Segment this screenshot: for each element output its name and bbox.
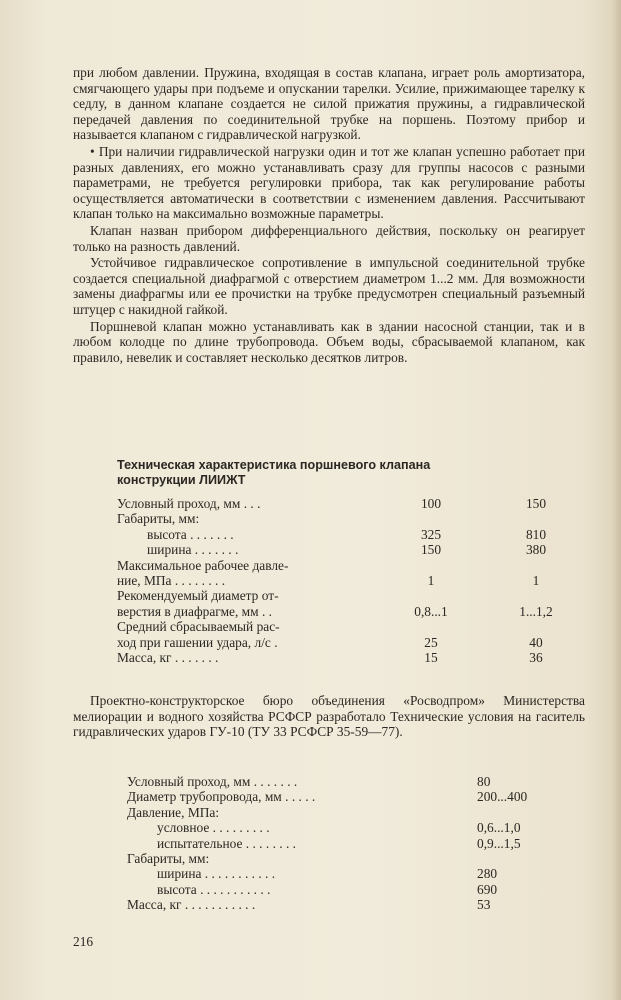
spec-value-1: 15	[424, 650, 438, 666]
spec-label: Давление, МПа:	[127, 804, 220, 820]
spec-value-2: 1	[532, 573, 540, 589]
table-row	[127, 805, 577, 820]
spec-label: ход при гашении удара, л/с .	[117, 634, 278, 650]
spec-value-2: 36	[529, 650, 543, 666]
tech-spec-title	[117, 458, 537, 488]
spec-value-2	[481, 588, 591, 603]
paragraph-1: при любом давлении. Пружина, входящая в состав клапана, играет роль амортизатора, смягчающего удары при подъеме и опускании тарелки. Усилие, прижимающее тарелку к седлу, в данном клапане создается не силой прижатия пружины, а гидравлической передачей давления по соединительной трубке на поршень. Поэтому прибор и называется клапаном с гидравлической нагрузкой.	[73, 65, 585, 143]
spec-value: 690	[477, 881, 498, 897]
spec-label: ширина . . . . . . .	[147, 542, 239, 558]
tech-spec-title-line-1: Техническая характеристика поршневого клапана	[117, 458, 431, 472]
spec-label: Условный проход, мм . . . . . . .	[127, 774, 298, 789]
table-row	[117, 635, 591, 650]
spec-value: 280	[477, 866, 498, 882]
spec-value-1: 0,8...1	[414, 603, 448, 619]
table-row	[117, 527, 591, 542]
spec-label: Масса, кг . . . . . . . . . . .	[127, 897, 256, 913]
table-row	[117, 619, 591, 634]
spec-value-1	[381, 619, 481, 634]
gu10-spec-table	[127, 774, 577, 913]
table-row	[127, 820, 577, 835]
spec-label: высота . . . . . . . . . . .	[157, 881, 271, 897]
spec-label: условное . . . . . . . . .	[157, 820, 270, 836]
spec-label: Максимальное рабочее давле-	[117, 557, 289, 573]
table-row	[117, 650, 591, 665]
spec-value-1	[381, 511, 481, 526]
spec-value-2: 1...1,2	[519, 603, 553, 619]
spec-value-1	[381, 558, 481, 573]
spec-value	[477, 851, 577, 866]
table-row	[117, 496, 591, 511]
table-row	[127, 897, 577, 912]
spec-value-2	[481, 511, 591, 526]
body-text	[73, 65, 585, 366]
spec-label: Рекомендуемый диаметр от-	[117, 588, 279, 604]
spec-value-1: 1	[427, 573, 435, 589]
spec-value: 80	[477, 774, 491, 789]
spec-value-1: 25	[424, 634, 438, 650]
spec-value-2: 40	[529, 634, 543, 650]
spec-value: 0,6...1,0	[477, 820, 521, 836]
spec-label: ние, МПа . . . . . . . .	[117, 573, 226, 589]
spec-value-1: 325	[420, 526, 442, 542]
spec-label: Диаметр трубопровода, мм . . . . .	[127, 789, 316, 805]
spec-label: высота . . . . . . .	[147, 526, 234, 542]
page-edge-shadow	[611, 0, 621, 1000]
spec-label: Габариты, мм:	[127, 851, 210, 867]
spec-value: 53	[477, 897, 491, 913]
spec-value-2	[481, 619, 591, 634]
table-row	[117, 573, 591, 588]
paragraph-2: • При наличии гидравлической нагрузки один и тот же клапан успешно работает при разных давлениях, его можно устанавливать сразу для группы насосов с разными параметрами, не требуется регулировки прибора, так как регулирование работы осуществляется автоматически в соответствии с изменением давления. Рассчитывают клапан только на максимально возможные параметры.	[73, 143, 585, 222]
paragraph-3: Клапан назван прибором дифференциального действия, поскольку он реагирует только на разность давлений.	[73, 222, 585, 254]
spec-value-2	[481, 558, 591, 573]
table-row	[117, 542, 591, 557]
table-row	[127, 836, 577, 851]
spec-value: 0,9...1,5	[477, 835, 521, 851]
spec-label: испытательное . . . . . . . .	[157, 835, 296, 851]
spec-value	[477, 805, 577, 820]
spec-value-1: 150	[420, 542, 442, 558]
tech-spec-table	[117, 496, 591, 665]
table-row	[117, 511, 591, 526]
paragraph-5: Поршневой клапан можно устанавливать как в здании насосной станции, так и в любом колодце по длине трубопровода. Объем воды, сбрасываемой клапаном, как правило, невелик и составляет несколько десятков литров.	[73, 318, 585, 365]
table-row	[127, 866, 577, 881]
paragraph-4: Устойчивое гидравлическое сопротивление в импульсной соединительной трубке создается специальной диафрагмой с отверстием диаметром 1...2 мм. Для возможности замены диафрагмы или ее прочистки на трубке предусмотрен специальный разъемный штуцер с накидной гайкой.	[73, 255, 585, 317]
gu10-paragraph	[73, 693, 585, 740]
table-row	[117, 588, 591, 603]
tech-spec-title-line-2: конструкции ЛИИЖТ	[117, 473, 246, 487]
table-row	[127, 882, 577, 897]
table-row	[127, 789, 577, 804]
spec-label: Условный проход, мм . . .	[117, 496, 261, 511]
spec-value-1	[381, 588, 481, 603]
paragraph-6: Проектно-конструкторское бюро объединения «Росводпром» Министерства мелиорации и водного хозяйства РСФСР разработало Технические условия на гаситель гидравлических ударов ГУ-10 (ТУ 33 РСФСР 35-59—77).	[73, 693, 585, 740]
spec-value-1: 100	[420, 496, 442, 511]
table-row	[127, 774, 577, 789]
spec-value-2: 810	[525, 526, 547, 542]
spec-label: ширина . . . . . . . . . . .	[157, 866, 276, 882]
table-row	[127, 851, 577, 866]
spec-label: Масса, кг . . . . . . .	[117, 650, 219, 666]
spec-label: Средний сбрасываемый рас-	[117, 619, 280, 635]
table-row	[117, 604, 591, 619]
spec-value-2: 150	[525, 496, 547, 511]
spec-value-2: 380	[525, 542, 547, 558]
page-number: 216	[73, 934, 94, 949]
table-row	[117, 558, 591, 573]
spec-label: верстия в диафрагме, мм . .	[117, 603, 273, 619]
spec-label: Габариты, мм:	[117, 511, 200, 527]
spec-value: 200...400	[477, 789, 528, 805]
